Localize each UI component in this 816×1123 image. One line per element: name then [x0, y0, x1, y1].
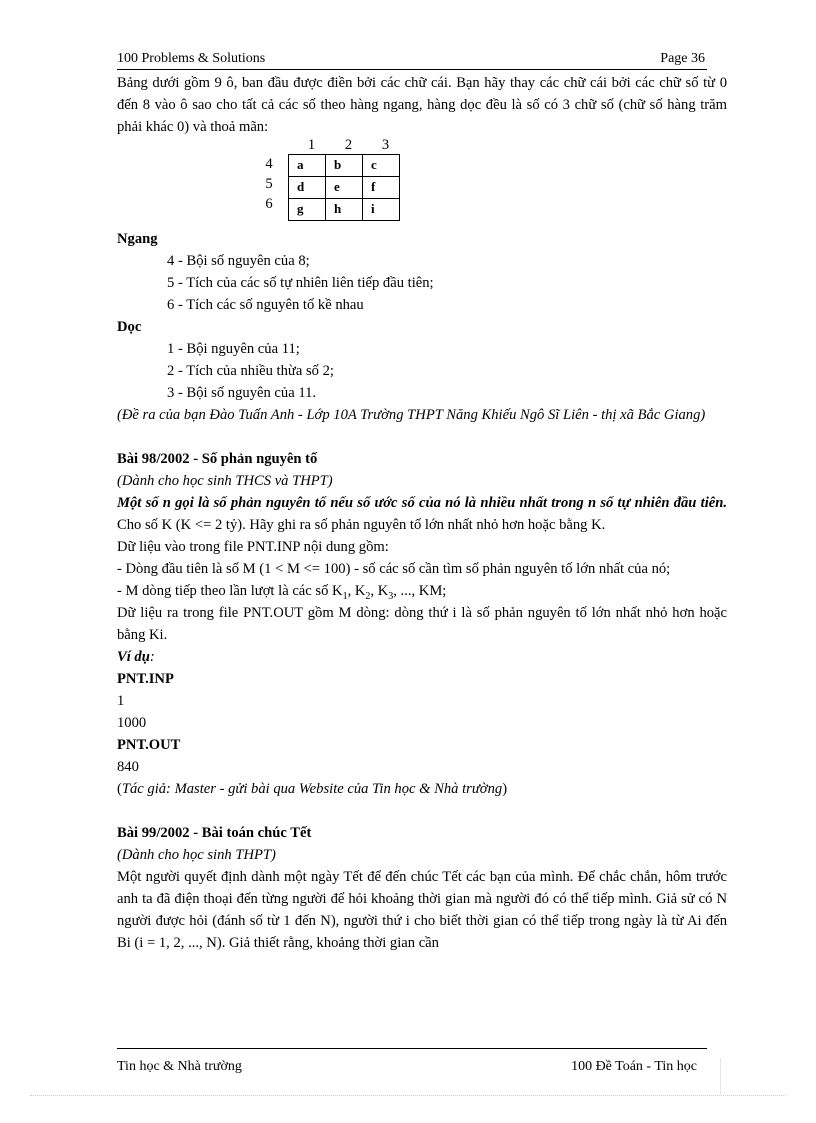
input-intro: Dữ liệu vào trong file PNT.INP nội dung gồm:: [117, 539, 389, 555]
doc-heading: Dọc: [117, 319, 142, 335]
definition-text: Một số n gọi là số phản nguyên tố nếu số ước số của nó là nhiều nhất trong n số tự nhiên đầu tiên.: [117, 495, 727, 511]
row-label: 5: [265, 176, 273, 192]
page-header: [117, 49, 707, 70]
intro-paragraph: Bảng dưới gồm 9 ô, ban đầu được điền bởi các chữ cái. Bạn hãy thay các chữ cái bởi các chữ số từ 0 đến 8 vào ô sao cho tất cả các số theo hàng ngang, hàng dọc đều là số có 3 chữ số (chữ số hàng trăm phải khác 0) và thoả mãn:: [117, 75, 727, 135]
subscript: 2: [365, 590, 371, 602]
problem-98-statement: [117, 492, 727, 536]
row-labels: [262, 154, 276, 214]
grid-cell: b: [326, 155, 363, 177]
column-label: 2: [344, 137, 353, 153]
footer-right: 100 Đề Toán - Tin học: [571, 1059, 697, 1074]
doc-item: 3 - Bội số nguyên của 11.: [167, 385, 317, 401]
grid-cell: i: [363, 199, 400, 221]
ngang-heading: Ngang: [117, 231, 158, 247]
subscript: 1: [342, 590, 348, 602]
column-labels: [293, 134, 405, 156]
page-footer: [117, 1048, 707, 1074]
input-file-line: 1000: [117, 715, 147, 731]
author-note: (Tác giả: Master - gửi bài qua Website của Tin học & Nhà trường): [117, 781, 508, 797]
example-label: Ví dụ:: [117, 649, 155, 665]
input-line-2-suffix: , ..., KM;: [393, 583, 447, 599]
grid-cell: c: [363, 155, 400, 177]
grid-row: [289, 155, 400, 177]
input-file-line: 1: [117, 693, 125, 709]
page-number: Page 36: [660, 51, 705, 66]
column-label: 3: [381, 137, 390, 153]
problem-98-title: Bài 98/2002 - Số phản nguyên tố: [117, 451, 318, 467]
output-description: Dữ liệu ra trong file PNT.OUT gồm M dòng: dòng thứ i là số phản nguyên tố lớn nhất nhỏ hơn hoặc bằng Ki.: [117, 605, 727, 643]
output-file-line: 840: [117, 759, 139, 775]
grid-cell: h: [326, 199, 363, 221]
grid-cell: g: [289, 199, 326, 221]
grid-row: [289, 177, 400, 199]
page-edge-mark: [720, 1058, 721, 1095]
column-label: 1: [307, 137, 316, 153]
grid-cell: d: [289, 177, 326, 199]
problem-99-text: Một người quyết định dành một ngày Tết để đến chúc Tết các bạn của mình. Để chắc chắn, hôm trước anh ta đã điện thoại đến từng người để hỏi khoảng thời gian mà người đó có thể tiếp mình. Giả sử có N người được hỏi (đánh số từ 1 đến N), người thứ i cho biết thời gian có thể tiếp trong ngày là từ Ai đến Bi (i = 1, 2, ..., N). Giả thiết rằng, khoảng thời gian cần: [117, 869, 727, 951]
author-text: Tác giả: Master - gửi bài qua Website của Tin học & Nhà trường: [121, 781, 503, 797]
ngang-item: 4 - Bội số nguyên của 8;: [167, 253, 310, 269]
source-note: (Đề ra của bạn Đào Tuấn Anh - Lớp 10A Trường THPT Năng Khiếu Ngô Sĩ Liên - thị xã Bắc Giang): [117, 407, 706, 423]
input-file-name: PNT.INP: [117, 671, 174, 687]
row-label: 6: [265, 196, 273, 212]
ngang-item: 6 - Tích các số nguyên tố kề nhau: [167, 297, 364, 313]
row-label: 4: [265, 156, 273, 172]
header-title: 100 Problems & Solutions: [117, 51, 266, 66]
letter-grid: [288, 154, 400, 221]
ngang-item: 5 - Tích của các số tự nhiên liên tiếp đầu tiên;: [167, 275, 434, 291]
task-text: Cho số K (K <= 2 tỷ). Hãy ghi ra số phản nguyên tố lớn nhất nhỏ hơn hoặc bằng K.: [117, 517, 606, 533]
subscript: 3: [388, 590, 394, 602]
output-file-name: PNT.OUT: [117, 737, 181, 753]
input-line-2-prefix: - M dòng tiếp theo lần lượt là các số K: [117, 583, 343, 599]
problem-99-audience: (Dành cho học sinh THPT): [117, 847, 276, 863]
page-content: [117, 72, 727, 954]
input-line-1: - Dòng đầu tiên là số M (1 < M <= 100) - số các số cần tìm số phản nguyên tố lớn nhất của nó;: [117, 561, 671, 577]
problem-98-audience: (Dành cho học sinh THCS và THPT): [117, 473, 333, 489]
footer-left: Tin học & Nhà trường: [117, 1059, 242, 1074]
doc-item: 2 - Tích của nhiều thừa số 2;: [167, 363, 334, 379]
problem-99-title: Bài 99/2002 - Bài toán chúc Tết: [117, 825, 312, 841]
page-bottom-border: [30, 1095, 786, 1096]
letter-grid-figure: [117, 138, 727, 228]
grid-cell: e: [326, 177, 363, 199]
example-label-text: Ví dụ: [117, 649, 150, 665]
doc-item: 1 - Bội nguyên của 11;: [167, 341, 300, 357]
grid-cell: f: [363, 177, 400, 199]
grid-cell: a: [289, 155, 326, 177]
grid-row: [289, 199, 400, 221]
input-line-2: - M dòng tiếp theo lần lượt là các số $K_1$, $K_2$, $K_3$, ..., KM;: [117, 583, 447, 602]
